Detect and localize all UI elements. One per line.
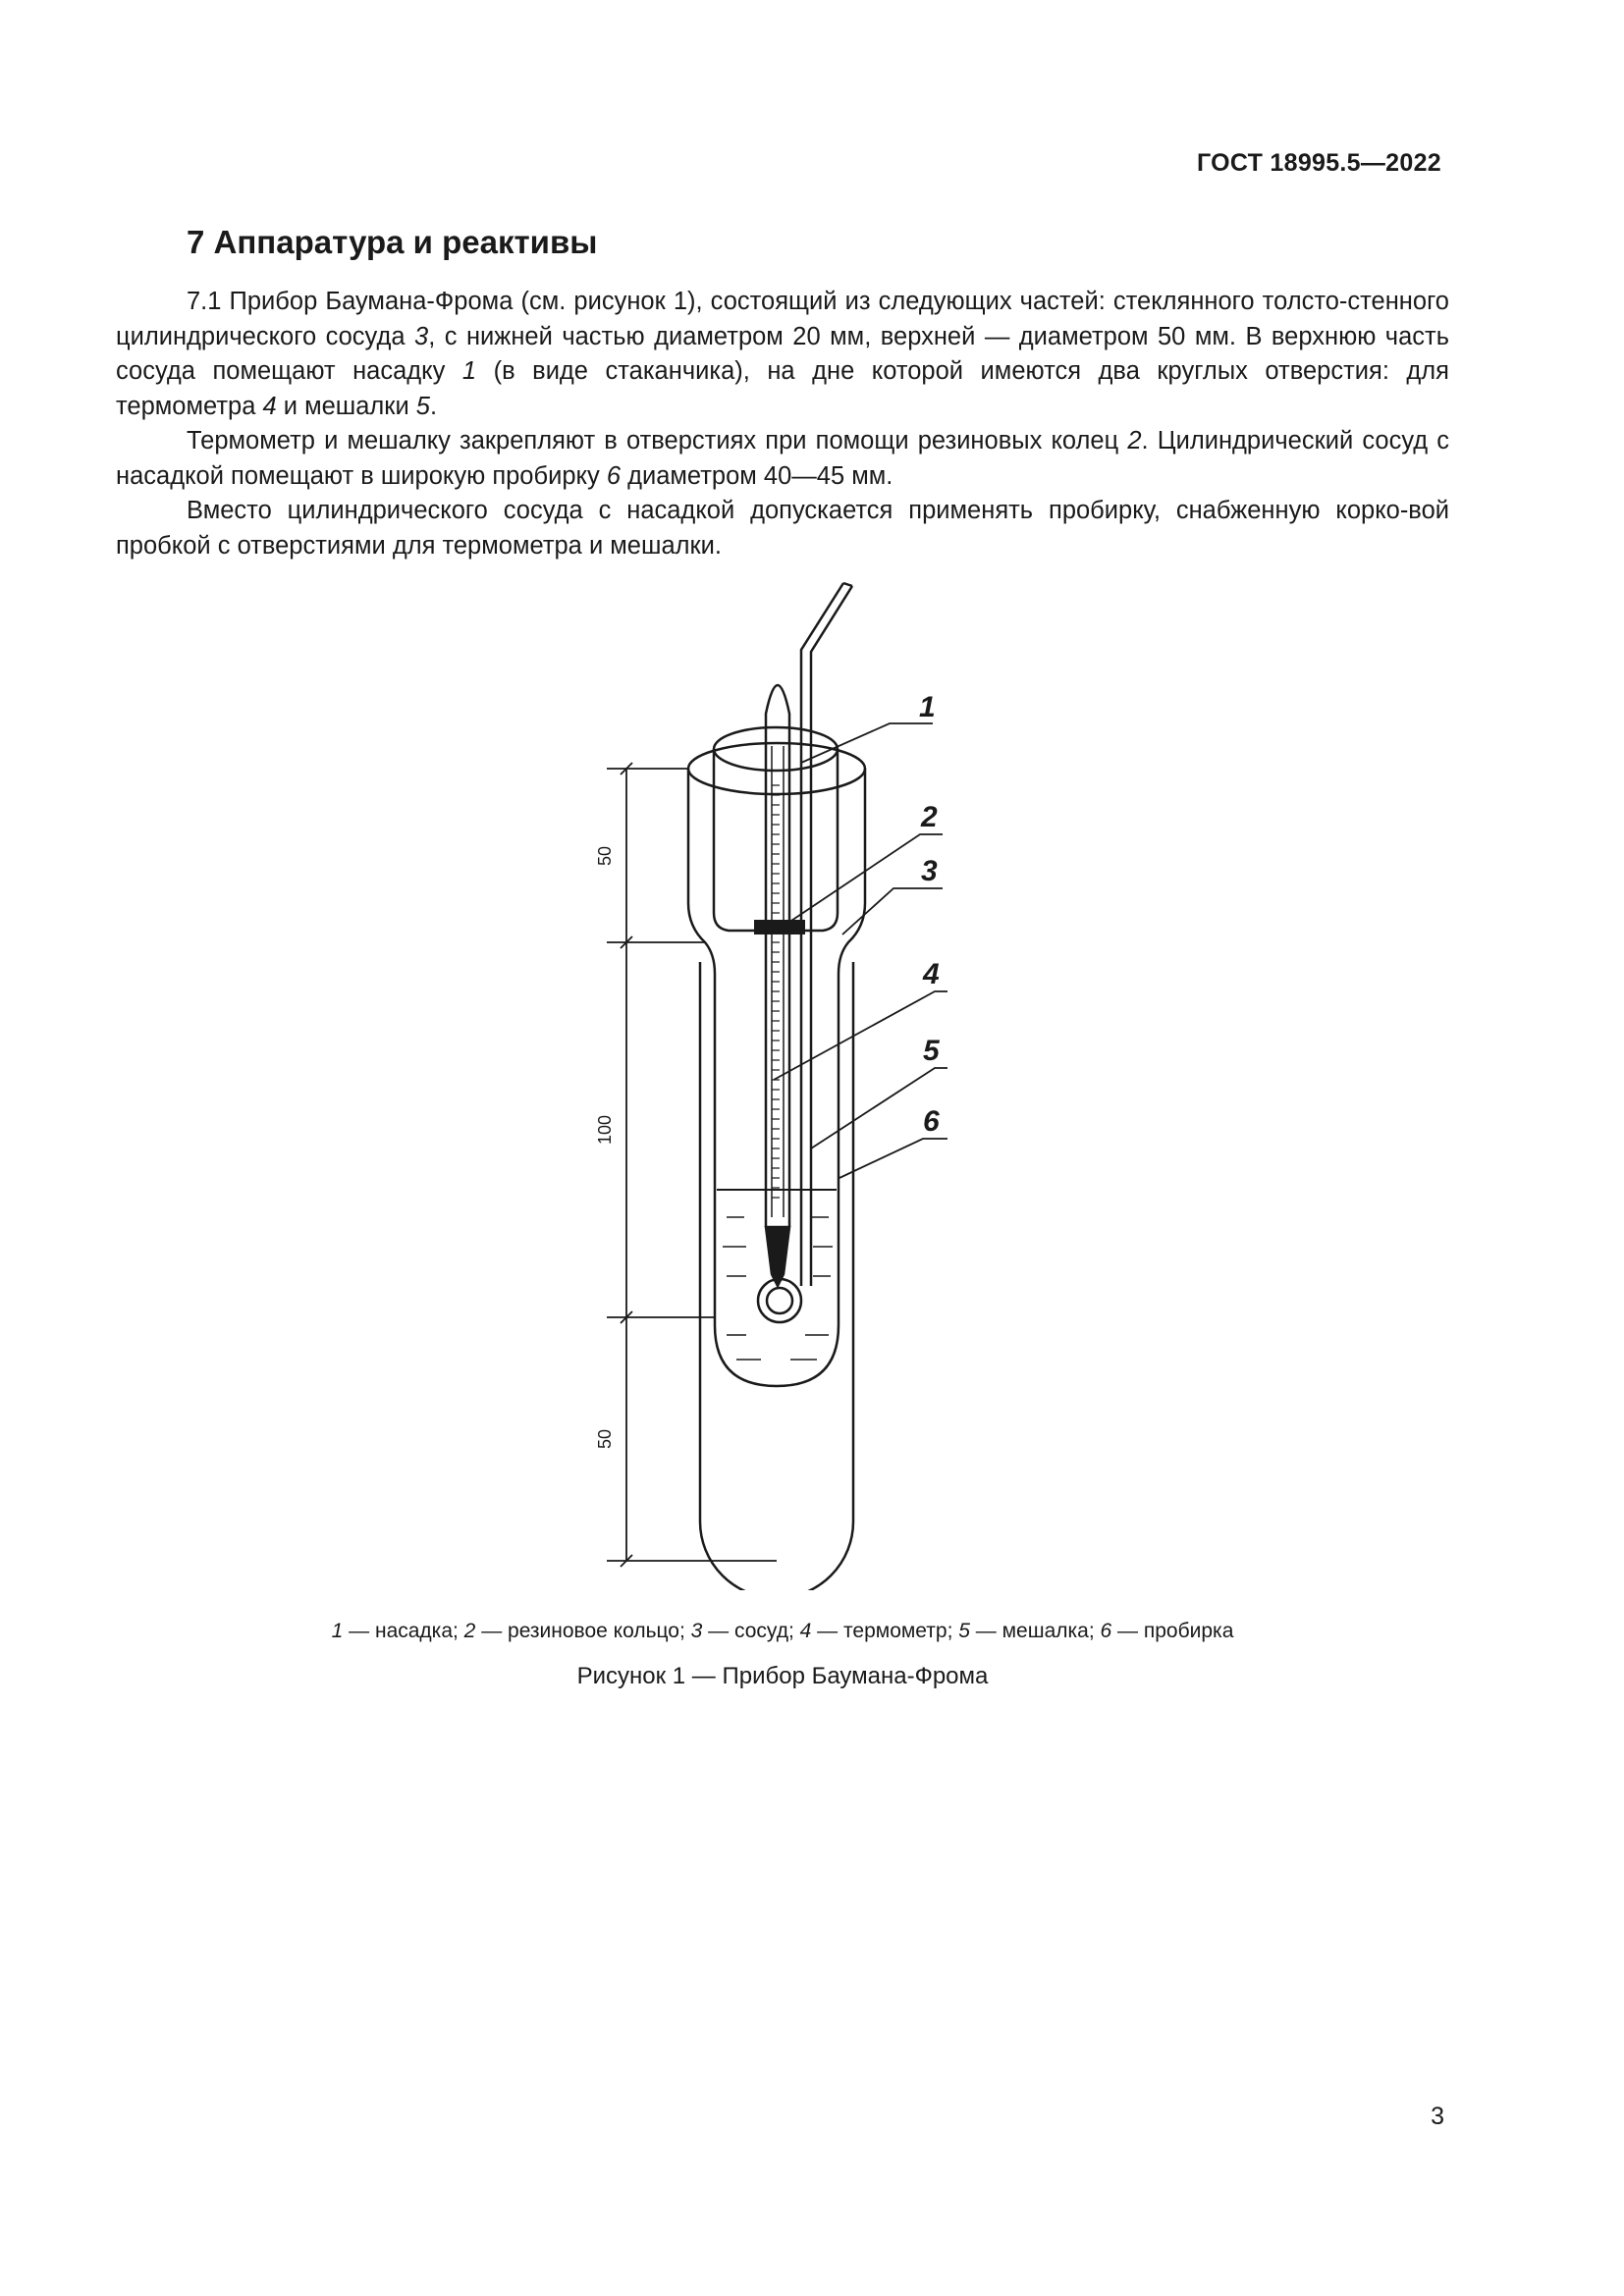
callout-4: 4 — [923, 958, 940, 990]
dimension-label-bottom: 50 — [595, 1428, 615, 1450]
p2-text-b: . Цилиндрический сосуд с насадкой помещают в широкую пробирку — [116, 427, 1449, 490]
paragraph-3: Вместо цилиндрического сосуда с насадкой допускается применять пробирку, снабженную корко-вой пробкой с отверстиями для термометра и мешалки. — [116, 497, 1449, 560]
figure-baumann-fromm-apparatus — [589, 569, 1001, 1590]
p1-ref-1: 1 — [461, 357, 477, 385]
dimension-lines — [607, 769, 777, 1561]
p2-ref-6: 6 — [606, 461, 621, 490]
callout-5: 5 — [923, 1035, 940, 1067]
p1-text-a: 7.1 Прибор Баумана-Фрома (см. рисунок 1), состоящий из следующих частей: стеклянного толсто-стенного цилиндрического сосуда — [116, 288, 1449, 350]
p1-ref-5: 5 — [415, 392, 430, 420]
legend-text-3: — сосуд; — [702, 1620, 800, 1642]
stirrer-ring-inner — [767, 1288, 792, 1313]
figure-caption: Рисунок 1 — Прибор Баумана-Фрома — [576, 1663, 989, 1689]
legend-text-2: — резиновое кольцо; — [475, 1620, 691, 1642]
legend-num-6: 6 — [1100, 1620, 1112, 1642]
p1-ref-3: 3 — [414, 322, 429, 350]
legend-num-1: 1 — [331, 1620, 344, 1642]
p1-text-c: (в виде стаканчика), на дне которой имеются два круглых отверстия: для термометра — [116, 357, 1449, 420]
legend-text-4: — термометр; — [811, 1620, 959, 1642]
legend-text-5: — мешалка; — [969, 1620, 1101, 1642]
dimension-label-middle: 100 — [595, 1114, 615, 1146]
thermometer-tip — [766, 685, 789, 744]
paragraph-2 — [116, 424, 1449, 494]
p1-text-b: , с нижней частью диаметром 20 мм, верхней — диаметром 50 мм. В верхнюю часть сосуда помещают насадку — [116, 322, 1449, 385]
rubber-ring — [754, 920, 805, 934]
document-code: ГОСТ 18995.5—2022 — [1196, 149, 1441, 177]
legend-num-4: 4 — [799, 1620, 812, 1642]
legend-num-3: 3 — [690, 1620, 703, 1642]
p1-ref-4: 4 — [262, 392, 277, 420]
legend-num-2: 2 — [463, 1620, 476, 1642]
body-text — [116, 285, 1449, 563]
p2-text-a: Термометр и мешалку закрепляют в отверстиях при помощи резиновых колец — [187, 427, 1128, 454]
legend-text-1: — насадка; — [343, 1620, 464, 1642]
callout-6: 6 — [923, 1105, 940, 1138]
callout-leaders — [774, 723, 947, 1178]
section-title: 7 Аппаратура и реактивы — [187, 224, 598, 260]
thermometer-bulb — [766, 1227, 789, 1286]
dimension-label-top: 50 — [595, 845, 615, 867]
callout-3: 3 — [921, 855, 938, 887]
p1-text-e: . — [429, 392, 438, 420]
callout-1: 1 — [919, 691, 936, 723]
stirrer-ring-outer — [758, 1279, 801, 1322]
legend-num-5: 5 — [958, 1620, 970, 1642]
paragraph-7-1 — [116, 285, 1449, 424]
stirrer-upper — [801, 583, 852, 707]
stirrer-rod — [789, 581, 809, 597]
p2-text-c: диаметром 40—45 мм. — [621, 461, 893, 490]
apparatus-drawing — [589, 569, 1001, 1590]
thermometer-scale — [772, 785, 780, 1198]
p1-text-d: и мешалки — [276, 392, 416, 420]
legend-text-6: — пробирка — [1111, 1620, 1234, 1642]
p2-ref-2: 2 — [1127, 427, 1142, 454]
figure-legend — [116, 1620, 1449, 1643]
page-number: 3 — [1431, 2103, 1444, 2130]
callout-2: 2 — [921, 801, 938, 833]
insert-cup-rim — [714, 727, 838, 771]
stirrer-cap — [843, 583, 852, 586]
